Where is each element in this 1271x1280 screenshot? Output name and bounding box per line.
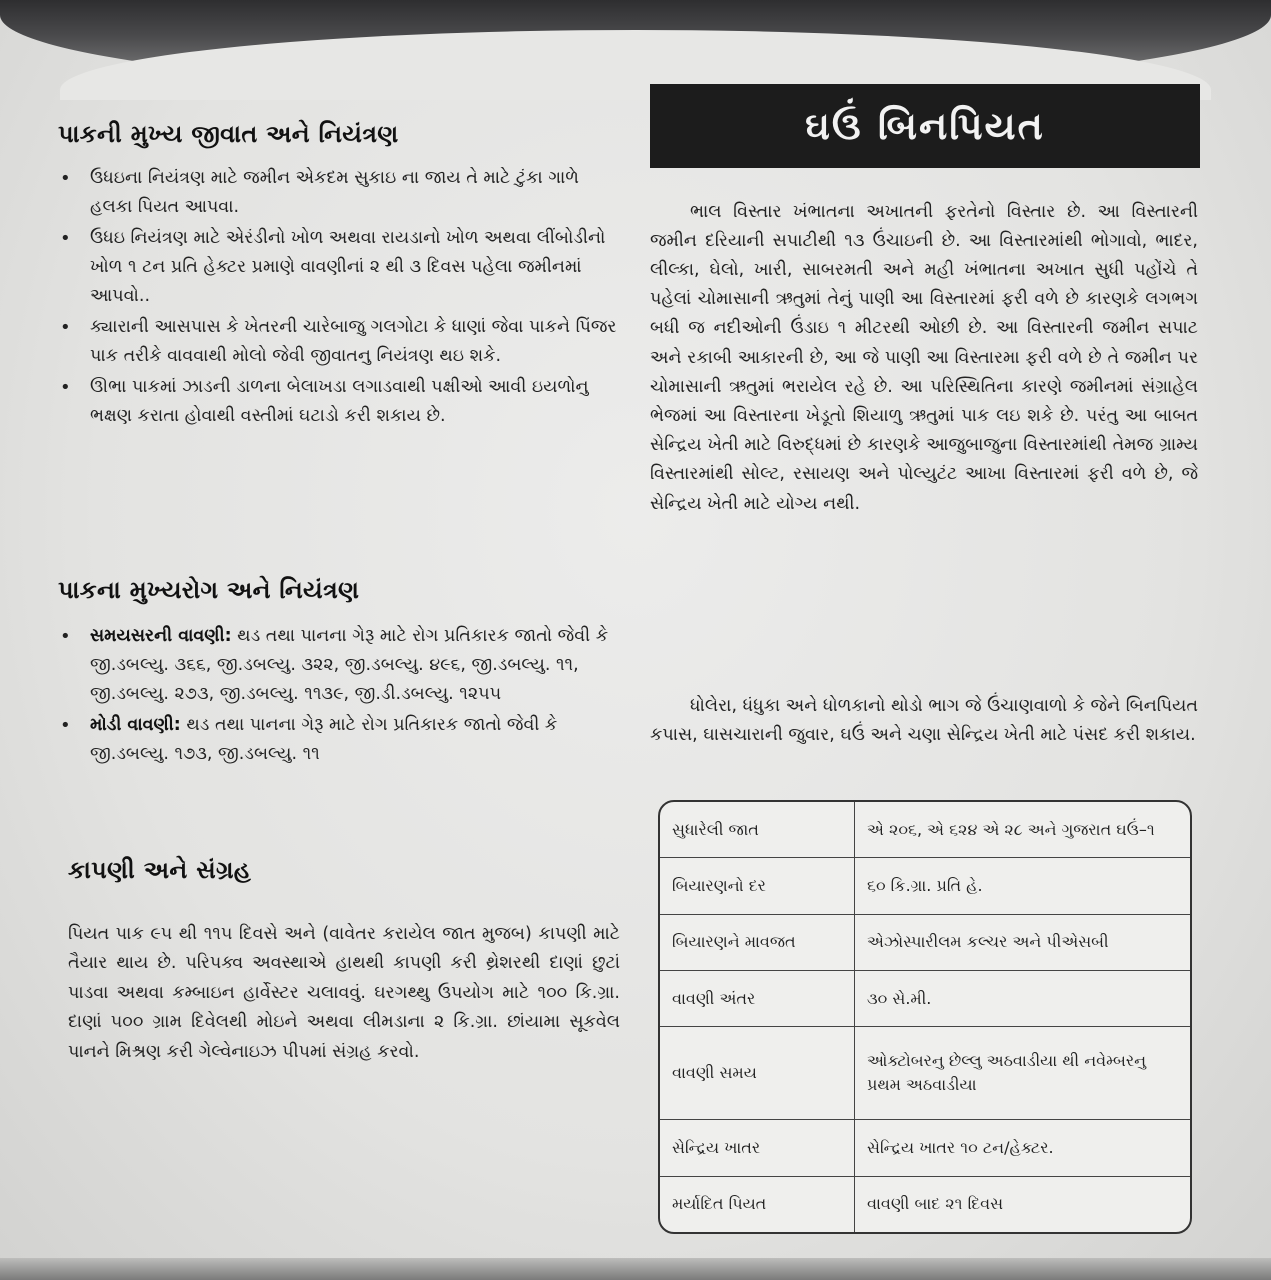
- table-value: એ ૨૦૬, એ ૬૨૪ એ ૨૮ અને ગુજરાત ઘઉં–૧: [855, 802, 1191, 858]
- page-bottom-shadow: [0, 1258, 1271, 1280]
- diseases-list: [58, 622, 618, 771]
- table-value: સેન્દ્રિય ખાતર ૧૦ ટન/હેક્ટર.: [855, 1120, 1191, 1176]
- disease-item-label: સમયસરની વાવણી:: [90, 626, 232, 646]
- table-key: વાવણી સમય: [660, 1027, 855, 1120]
- table-row: [660, 1027, 1190, 1120]
- table-key: મર્યાદિત પિયત: [660, 1176, 855, 1232]
- list-item: [58, 164, 618, 222]
- table-row: [660, 970, 1190, 1026]
- table-value: એઝોસ્પારીલમ કલ્ચર અને પીએસબી: [855, 914, 1191, 970]
- pests-list: [58, 164, 618, 433]
- table-key: વાવણી અંતર: [660, 970, 855, 1026]
- pest-item-text: ક્યારાની આસપાસ કે ખેતરની ચારેબાજુ ગલગોટા કે ધાણાં જેવા પાકને પિંજર પાક તરીકે વાવવાથી મોલો જેવી જીવાતનુ નિયંત્રણ થઇ શકે.: [90, 317, 617, 366]
- list-item: [58, 711, 618, 769]
- bullet-icon: •: [60, 626, 71, 647]
- list-item: [58, 373, 618, 431]
- disease-item-text: થડ તથા પાનના ગેરૂ માટે રોગ પ્રતિકારક જાતો જેવી કે જી.ડબલ્યુ. ૩૬૬, જી.ડબલ્યુ. ૩૨૨, જી.ડબલ્યુ. ૪૯૬, જી.ડબલ્યુ. ૧૧, જી.ડબલ્યુ. ૨૭૩, જી.ડબલ્યુ. ૧૧૩૯, જી.ડી.ડબલ્યુ. ૧૨૫૫: [90, 626, 609, 704]
- harvest-heading: કાપણી અને સંગ્રહ: [68, 856, 252, 884]
- table-value: વાવણી બાદ ૨૧ દિવસ: [855, 1176, 1191, 1232]
- pests-heading: પાકની મુખ્ય જીવાત અને નિયંત્રણ: [58, 120, 399, 148]
- bullet-icon: •: [60, 168, 71, 189]
- table-key: બિયારણને માવજત: [660, 914, 855, 970]
- table-value: ૩૦ સે.મી.: [855, 970, 1191, 1026]
- harvest-paragraph: પિયત પાક ૯૫ થી ૧૧૫ દિવસે અને (વાવેતર કરાયેલ જાત મુજબ) કાપણી માટે તૈયાર થાય છે. પરિપક્વ અવસ્થાએ હાથથી કાપણી કરી થ્રેશરથી દાણાં છુટાં પાડવા અથવા કમ્બાઇન હાર્વેસ્ટર ચલાવવું. ઘરગથ્થુ ઉપયોગ માટે ૧૦૦ કિ.ગ્રા. દાણાં ૫૦૦ ગ્રામ દિવેલથી મોઇને અથવા લીમડાના ૨ કિ.ગ્રા. છાંયામા સૂકવેલ પાનને મિશ્રણ કરી ગેલ્વેનાઇઝ પીપમાં સંગ્રહ કરવો.: [68, 923, 620, 1062]
- bullet-icon: •: [60, 228, 71, 249]
- table-key: સેન્દ્રિય ખાતર: [660, 1120, 855, 1176]
- table-row: [660, 802, 1190, 858]
- bullet-icon: •: [60, 715, 71, 736]
- table-row: [660, 1120, 1190, 1176]
- table-row: [660, 858, 1190, 914]
- pest-item-text: ઊભા પાકમાં ઝાડની ડાળના બેલાખડા લગાડવાથી પક્ષીઓ આવી ઇયળોનુ ભક્ષણ કરાતા હોવાથી વસ્તીમાં ઘટાડો કરી શકાય છે.: [90, 377, 589, 426]
- bullet-icon: •: [60, 377, 71, 398]
- list-item: [58, 622, 618, 709]
- list-item: [58, 313, 618, 371]
- bullet-icon: •: [60, 317, 71, 338]
- bhal-region-paragraph: ભાલ વિસ્તાર ખંભાતના અખાતની ફરતેનો વિસ્તાર છે. આ વિસ્તારની જમીન દરિયાની સપાટીથી ૧૩ ઉંચાઇની છે. આ વિસ્તારમાંથી ભોગાવો, ભાદર, લીલ્કા, ઘેલો, ખારી, સાબરમતી અને મહી ખંભાતના અખાત સુધી પહોંચે તે પહેલાં ચોમાસાની ઋતુમાં તેનું પાણી આ વિસ્તારમાં ફરી વળે છે કારણકે લગભગ બધી જ નદીઓની ઉંડાઇ ૧ મીટરથી ઓછી છે. આ વિસ્તારની જમીન સપાટ અને રકાબી આકારની છે, આ જે પાણી આ વિસ્તારમા ફરી વળે છે તે જમીન પર ચોમાસાની ઋતુમાં ભરાયેલ રહે છે. આ પરિસ્થિતિના કારણે જમીનમાં સંગ્રાહેલ ભેજમાં આ વિસ્તારના ખેડૂતો શિયાળુ ઋતુમાં પાક લઇ શકે છે. પરંતુ આ બાબત સેન્દ્રિય ખેતી માટે વિરુદ્ધમાં છે કારણકે આજુબાજુના વિસ્તારમાંથી તેમજ ગ્રામ્ય વિસ્તારમાંથી સોલ્ટ, રસાયણ અને પોલ્યુટંટ આખા વિસ્તારમાં ફરી વળે છે, જે સેન્દ્રિય ખેતી માટે યોગ્ય નથી.: [650, 201, 1198, 514]
- table-key: બિયારણનો દર: [660, 858, 855, 914]
- table-key: સુધારેલી જાત: [660, 802, 855, 858]
- table-row: [660, 1176, 1190, 1232]
- disease-item-text: થડ તથા પાનના ગેરૂ માટે રોગ પ્રતિકારક જાતો જેવી કે જી.ડબલ્યુ. ૧૭૩, જી.ડબલ્યુ. ૧૧: [90, 715, 558, 764]
- diseases-heading: પાકના મુખ્યરોગ અને નિયંત્રણ: [58, 576, 360, 604]
- section-title: ઘઉં બિનપિયત: [650, 84, 1200, 168]
- cultivation-table: [658, 800, 1192, 1234]
- table-value: ૬૦ કિ.ગ્રા. પ્રતિ હે.: [855, 858, 1191, 914]
- pest-item-text: ઉધઇ નિયંત્રણ માટે એરંડીનો ખોળ અથવા રાયડાનો ખોળ અથવા લીંબોડીનો ખોળ ૧ ટન પ્રતિ હેક્ટર પ્રમાણે વાવણીનાં ૨ થી ૩ દિવસ પહેલા જમીનમાં આપવો..: [90, 228, 606, 306]
- dholera-paragraph: ધોલેરા, ધંધુકા અને ધોળકાનો થોડો ભાગ જે ઉંચાણવાળો કે જેને બિનપિયત કપાસ, ઘાસચારાની જુવાર, ઘઉં અને ચણા સેન્દ્રિય ખેતી માટે પંસદ કરી શકાય.: [650, 695, 1198, 745]
- pest-item-text: ઉધઇના નિયંત્રણ માટે જમીન એકદમ સુકાઇ ના જાય તે માટે ટુંકા ગાળે હલકા પિયત આપવા.: [90, 168, 579, 217]
- list-item: [58, 224, 618, 311]
- disease-item-label: મોડી વાવણી:: [90, 715, 181, 735]
- table-value: ઓક્ટોબરનુ છેલ્લુ અઠવાડીયા થી નવેમ્બરનુ પ્રથમ અઠવાડીયા: [855, 1027, 1191, 1120]
- table-row: [660, 914, 1190, 970]
